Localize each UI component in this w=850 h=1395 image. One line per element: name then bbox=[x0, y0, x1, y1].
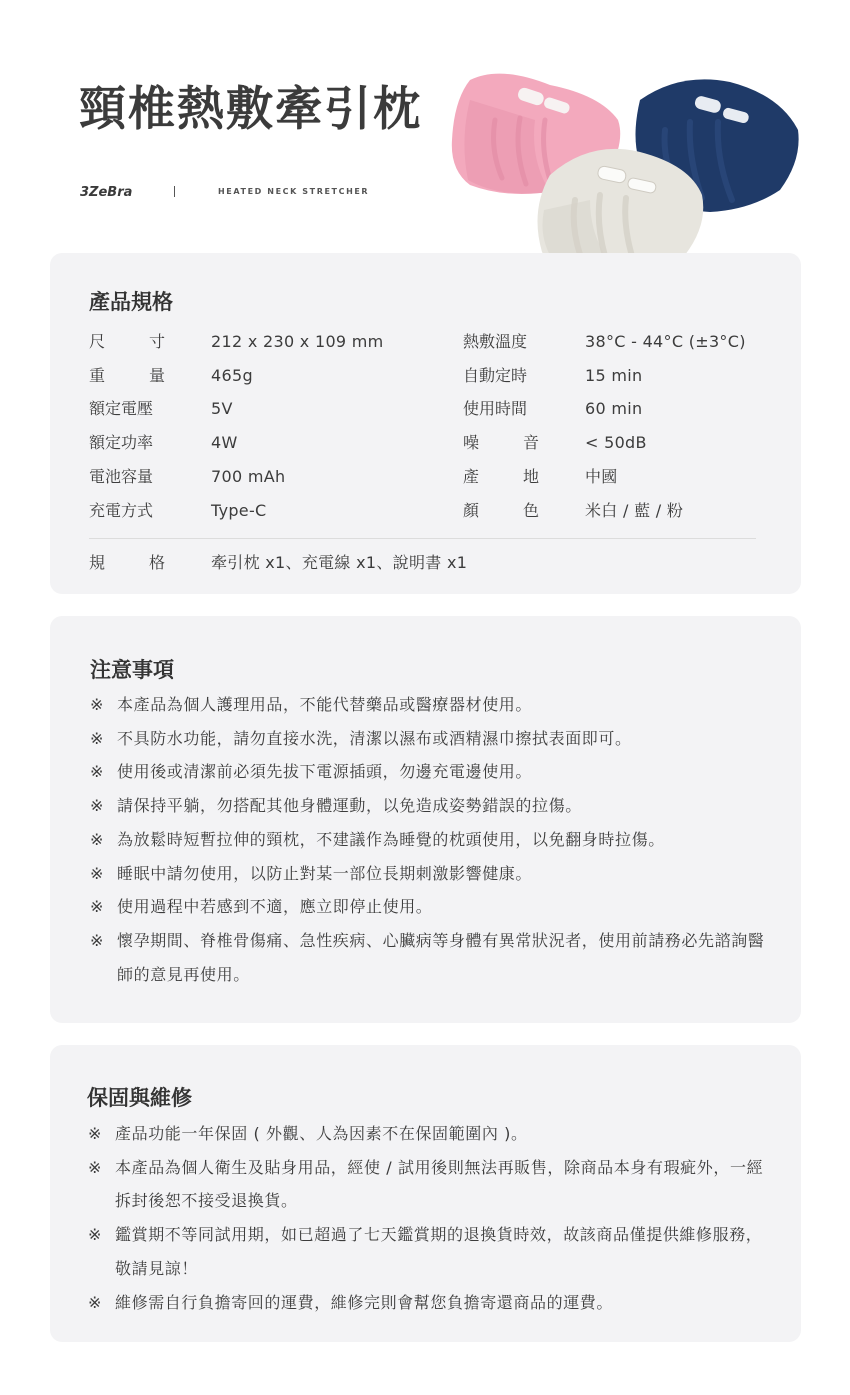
spec-row bbox=[89, 364, 409, 388]
reference-mark-icon: ※ bbox=[90, 863, 105, 883]
spec-label-text: 額定電壓 bbox=[89, 399, 154, 419]
reference-mark-icon: ※ bbox=[88, 1225, 103, 1245]
spec-value: 212 x 230 x 109 mm bbox=[211, 332, 384, 351]
warranty-heading: 保固與維修 bbox=[87, 1086, 192, 1110]
spec-row bbox=[463, 397, 783, 421]
spec-label bbox=[89, 465, 165, 489]
spec-label bbox=[89, 397, 165, 421]
spec-value: 38°C - 44°C (±3°C) bbox=[585, 332, 746, 351]
note-item bbox=[88, 1117, 768, 1151]
spec-label-text: 格 bbox=[148, 553, 165, 572]
note-item bbox=[90, 924, 770, 991]
spec-label-text: 充電方式 bbox=[89, 500, 154, 520]
spec-value: 465g bbox=[211, 365, 253, 385]
reference-mark-icon: ※ bbox=[90, 728, 105, 748]
spec-value: 15 min bbox=[585, 365, 643, 385]
spec-label bbox=[463, 431, 539, 455]
spec-label-text: 使用時間 bbox=[463, 399, 528, 419]
spec-row bbox=[463, 364, 783, 388]
spec-row bbox=[89, 551, 468, 575]
reference-mark-icon: ※ bbox=[90, 796, 105, 816]
spec-row bbox=[89, 397, 409, 421]
spec-label bbox=[463, 499, 539, 523]
spec-label bbox=[89, 551, 165, 575]
warranty-card bbox=[50, 1045, 801, 1342]
warranty-list bbox=[88, 1117, 768, 1319]
spec-row bbox=[463, 499, 783, 523]
spec-label-text: 噪 bbox=[463, 433, 480, 453]
spec-label bbox=[463, 465, 539, 489]
note-item bbox=[88, 1286, 768, 1320]
note-text: 不具防水功能，請勿直接水洗，清潔以濕布或酒精濕巾擦拭表面即可。 bbox=[117, 728, 632, 748]
spec-value: Type-C bbox=[211, 500, 267, 520]
spec-label-text: 產 bbox=[463, 466, 480, 486]
spec-label bbox=[463, 364, 539, 388]
note-item bbox=[90, 722, 770, 756]
spec-row bbox=[89, 431, 409, 455]
spec-label bbox=[89, 431, 165, 455]
product-subtitle: HEATED NECK STRETCHER bbox=[218, 187, 370, 196]
spec-row bbox=[89, 330, 409, 354]
notes-heading: 注意事項 bbox=[90, 658, 174, 682]
spec-value: 5V bbox=[211, 399, 233, 419]
brand-logo: 3ZeBra bbox=[80, 185, 133, 200]
spec-value: 60 min bbox=[585, 399, 643, 419]
spec-value: < 50dB bbox=[585, 433, 647, 453]
note-text: 本產品為個人護理用品，不能代替藥品或醫療器材使用。 bbox=[117, 695, 533, 714]
reference-mark-icon: ※ bbox=[90, 695, 105, 714]
spec-label-text: 規 bbox=[89, 553, 106, 572]
reference-mark-icon: ※ bbox=[90, 829, 105, 849]
note-text: 維修需自行負擔寄回的運費，維修完則會幫您負擔寄還商品的運費。 bbox=[115, 1292, 614, 1312]
spec-value: 4W bbox=[211, 433, 238, 453]
note-text: 使用後或清潔前必須先拔下電源插頭，勿邊充電邊使用。 bbox=[117, 762, 533, 782]
spec-value: 米白 / 藍 / 粉 bbox=[585, 500, 684, 520]
note-item bbox=[90, 890, 770, 924]
spec-label-text: 電池容量 bbox=[89, 466, 154, 486]
spec-label-text: 熱敷溫度 bbox=[463, 332, 528, 351]
spec-label-text: 寸 bbox=[148, 332, 165, 351]
spec-label-text: 自動定時 bbox=[463, 365, 528, 385]
note-text: 請保持平躺，勿搭配其他身體運動，以免造成姿勢錯誤的拉傷。 bbox=[117, 796, 582, 816]
spec-label-text: 音 bbox=[522, 433, 539, 453]
spec-label bbox=[89, 364, 165, 388]
spec-label bbox=[89, 330, 165, 354]
spec-label-text: 量 bbox=[148, 365, 165, 385]
spec-row bbox=[89, 499, 409, 523]
reference-mark-icon: ※ bbox=[88, 1157, 103, 1177]
spec-label-text: 色 bbox=[522, 500, 539, 520]
reference-mark-icon: ※ bbox=[90, 762, 105, 782]
note-item bbox=[90, 857, 770, 891]
note-item bbox=[88, 1151, 768, 1218]
spec-label-text: 尺 bbox=[89, 332, 106, 351]
spec-label-text: 額定功率 bbox=[89, 433, 154, 453]
note-item bbox=[90, 823, 770, 857]
spec-divider bbox=[89, 538, 756, 539]
notes-card bbox=[50, 616, 801, 1023]
spec-row bbox=[89, 465, 409, 489]
reference-mark-icon: ※ bbox=[90, 897, 105, 917]
spec-value: 中國 bbox=[585, 466, 618, 486]
spec-label-text: 重 bbox=[89, 365, 106, 385]
note-item bbox=[90, 789, 770, 823]
spec-label-text: 顏 bbox=[463, 500, 480, 520]
notes-list bbox=[90, 688, 770, 991]
spec-value: 牽引枕 x1、充電線 x1、說明書 x1 bbox=[211, 553, 468, 572]
spec-heading: 產品規格 bbox=[89, 290, 173, 314]
spec-label bbox=[463, 397, 539, 421]
brand-divider bbox=[174, 186, 175, 197]
note-text: 睡眠中請勿使用，以防止對某一部位長期刺激影響健康。 bbox=[117, 863, 533, 883]
note-item bbox=[90, 755, 770, 789]
note-text: 本產品為個人衛生及貼身用品，經使 / 試用後則無法再販售，除商品本身有瑕疵外，一經拆封後恕不接受退換貨。 bbox=[115, 1157, 764, 1211]
spec-label bbox=[89, 499, 165, 523]
page-title: 頸椎熱敷牽引枕 bbox=[79, 82, 422, 137]
note-item bbox=[90, 688, 770, 722]
reference-mark-icon: ※ bbox=[88, 1292, 103, 1312]
spec-row bbox=[463, 465, 783, 489]
note-text: 產品功能一年保固 ( 外觀、人為因素不在保固範圍內 )。 bbox=[115, 1124, 528, 1143]
note-item bbox=[88, 1218, 768, 1285]
reference-mark-icon: ※ bbox=[88, 1124, 103, 1143]
spec-label-text: 地 bbox=[522, 466, 539, 486]
note-text: 使用過程中若感到不適，應立即停止使用。 bbox=[117, 897, 433, 917]
note-text: 懷孕期間、脊椎骨傷痛、急性疾病、心臟病等身體有異常狀況者，使用前請務必先諮詢醫師的意見再使用。 bbox=[117, 930, 765, 984]
spec-label bbox=[463, 330, 539, 354]
spec-value: 700 mAh bbox=[211, 466, 286, 486]
note-text: 鑑賞期不等同試用期，如已超過了七天鑑賞期的退換貨時效，故該商品僅提供維修服務，敬請見諒！ bbox=[115, 1225, 763, 1278]
spec-row bbox=[463, 330, 783, 354]
spec-row bbox=[463, 431, 783, 455]
note-text: 為放鬆時短暫拉伸的頸枕，不建議作為睡覺的枕頭使用，以免翻身時拉傷。 bbox=[117, 829, 665, 849]
reference-mark-icon: ※ bbox=[90, 930, 105, 950]
spec-card bbox=[50, 253, 801, 594]
